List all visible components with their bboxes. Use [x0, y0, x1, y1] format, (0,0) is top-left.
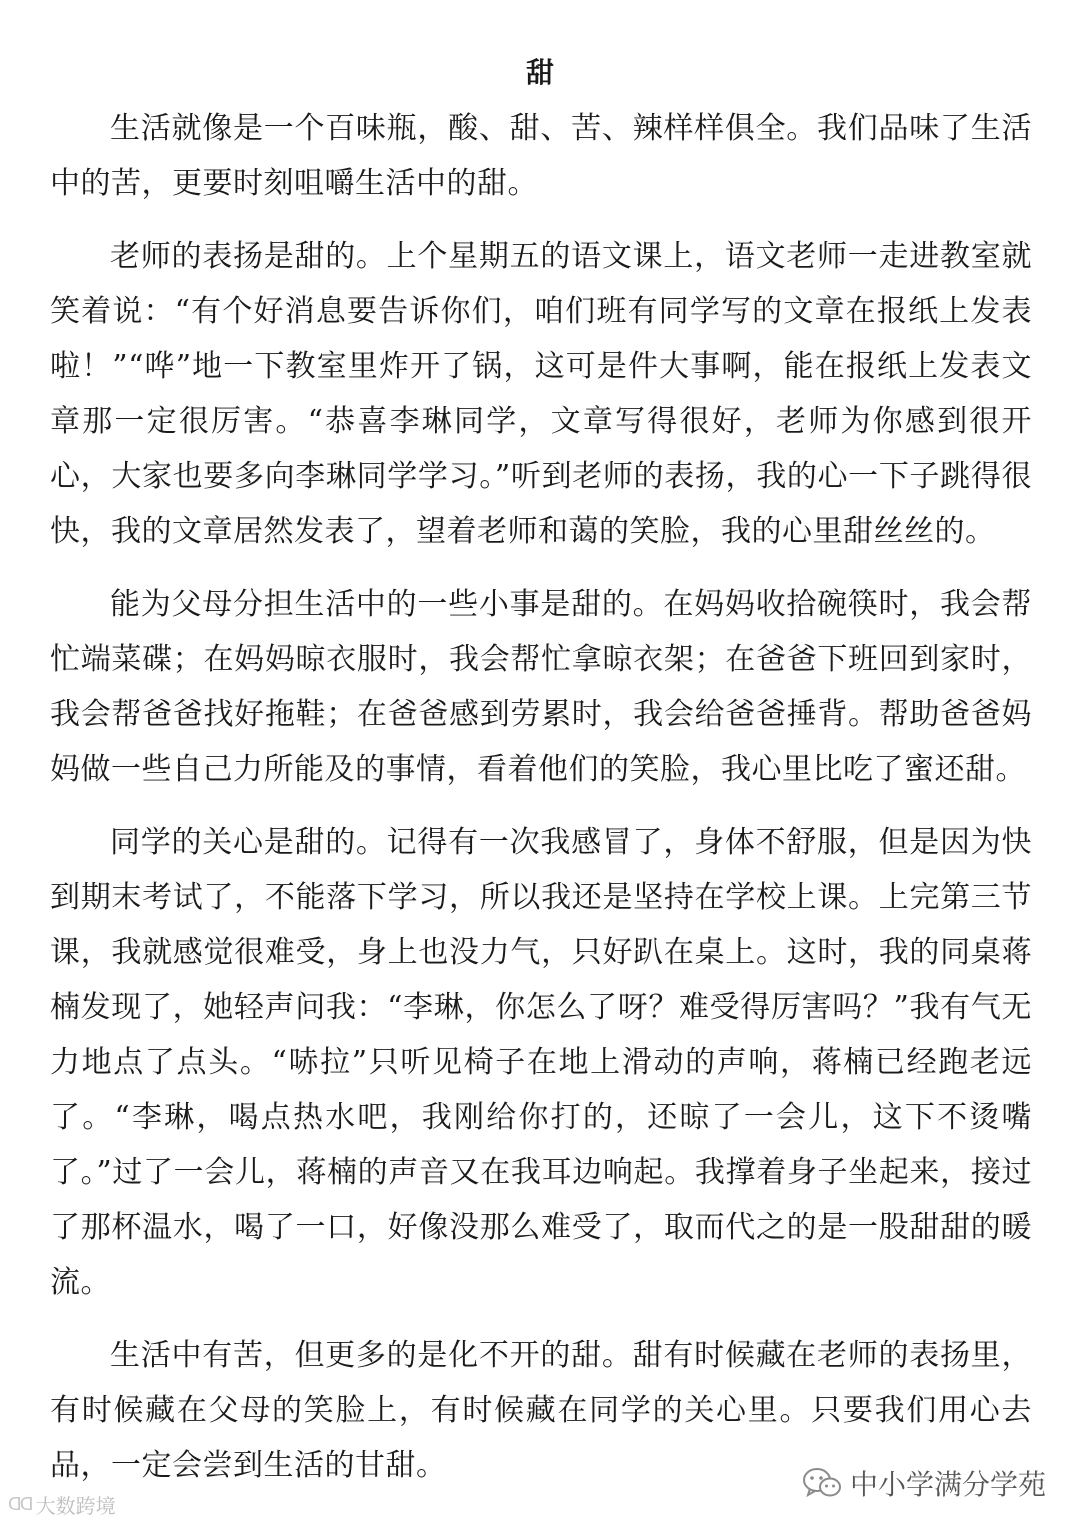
wechat-icon [802, 1466, 842, 1500]
paragraph-conclusion: 生活中有苦，但更多的是化不开的甜。甜有时候藏在老师的表扬里，有时候藏在父母的笑脸上，有时候藏在同学的关心里。只要我们用心去品，一定会尝到生活的甘甜。 [50, 1338, 1032, 1483]
watermark-left [8, 1490, 116, 1519]
paragraph-teacher-praise: 老师的表扬是甜的。上个星期五的语文课上，语文老师一走进教室就笑着说：“有个好消息要告诉你们，咱们班有同学写的文章在报纸上发表啦！”“哗”地一下教室里炸开了锅，这可是件大事啊，能在报纸上发表文章那一定很厉害。“恭喜李琳同学，文章写得很好，老师为你感到很开心，大家也要多向李琳同学学习。”听到老师的表扬，我的心一下子跳得很快，我的文章居然发表了，望着老师和蔼的笑脸，我的心里甜丝丝的。 [50, 239, 1032, 549]
essay-title: 甜 [525, 56, 554, 89]
watermark-left-text: 大数跨境 [35, 1494, 116, 1518]
paragraph-helping-parents: 能为父母分担生活中的一些小事是甜的。在妈妈收拾碗筷时，我会帮忙端菜碟；在妈妈晾衣服时，我会帮忙拿晾衣架；在爸爸下班回到家时，我会帮爸爸找好拖鞋；在爸爸感到劳累时，我会给爸爸捶背。帮助爸爸妈妈做一些自己力所能及的事情，看着他们的笑脸，我心里比吃了蜜还甜。 [50, 587, 1032, 787]
watermark-right [802, 1463, 1046, 1503]
paragraph-intro: 生活就像是一个百味瓶，酸、甜、苦、辣样样俱全。我们品味了生活中的苦，更要时刻咀嚼生活中的甜。 [50, 111, 1032, 201]
paragraph-classmate-care: 同学的关心是甜的。记得有一次我感冒了，身体不舒服，但是因为快到期末考试了，不能落下学习，所以我还是坚持在学校上课。上完第三节课，我就感觉很难受，身上也没力气，只好趴在桌上。这时，我的同桌蒋楠发现了，她轻声问我：“李琳，你怎么了呀？难受得厉害吗？”我有气无力地点了点头。“哧拉”只听见椅子在地上滑动的声响，蒋楠已经跑老远了。“李琳，喝点热水吧，我刚给你打的，还晾了一会儿，这下不烫嘴了。”过了一会儿，蒋楠的声音又在我耳边响起。我撑着身子坐起来，接过了那杯温水，喝了一口，好像没那么难受了，取而代之的是一股甜甜的暖流。 [50, 825, 1032, 1300]
watermark-logo-icon: ᗡᗡ [8, 1494, 32, 1515]
watermark-right-text: 中小学满分学苑 [849, 1468, 1046, 1501]
essay-body [50, 101, 1032, 1511]
